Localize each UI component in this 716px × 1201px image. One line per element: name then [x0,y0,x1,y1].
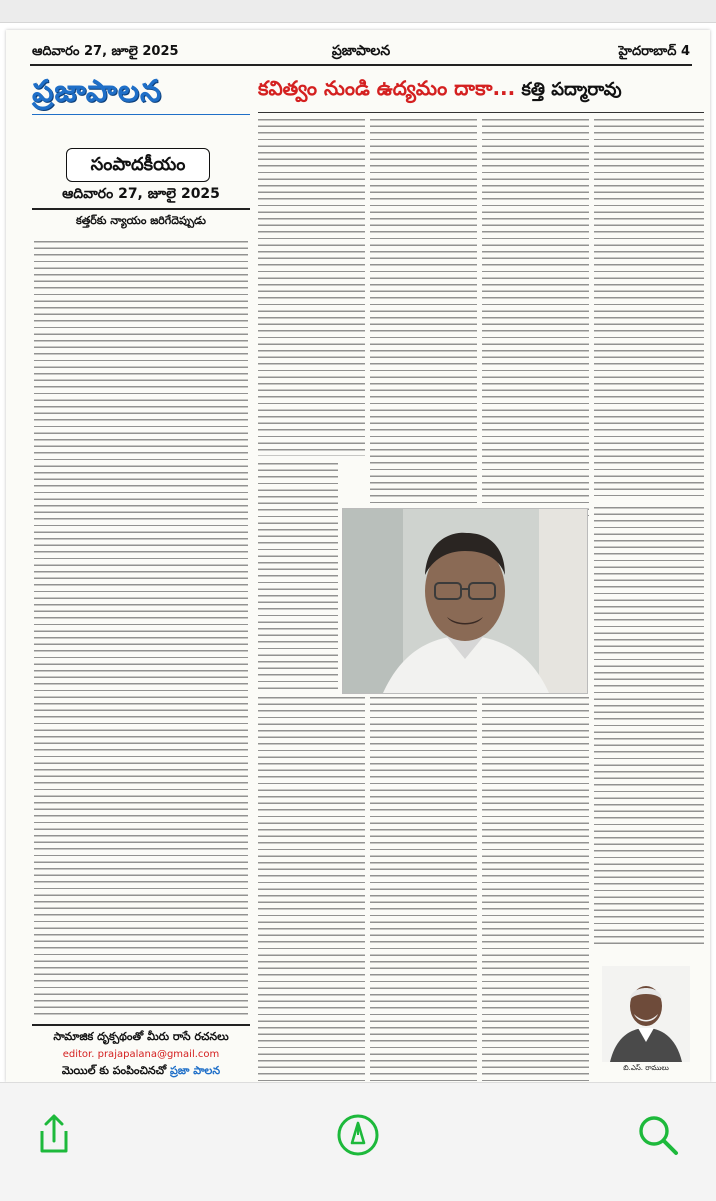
article-column-1-top [258,116,365,456]
search-icon [634,1111,682,1159]
search-button[interactable] [634,1111,682,1159]
submission-email[interactable]: editor. prajapalana@gmail.com [62,1049,220,1060]
viewer-toolbar [0,1082,716,1201]
share-button[interactable] [30,1111,78,1159]
article-column-3-top [482,116,589,516]
search-label [534,1111,535,1112]
header-location-page: హైదరాబాద్ 4 [618,44,690,59]
markup-pen-icon [334,1111,382,1159]
submission-notice [32,1024,250,1084]
header-date: ఆదివారం 27, జూలై 2025 [32,44,179,59]
headline-text: కవిత్వం నుండి ఉద్యమం దాకా... [258,76,516,100]
headline-author: కత్తి పద్మారావు [515,79,622,100]
share-icon [30,1111,78,1159]
editorial-label: సంపాదకీయం [66,148,210,182]
article-column-1-bottom [258,694,365,1082]
article-column-3-bottom [482,694,589,1082]
markup-label [234,1111,235,1112]
editorial-body-text [34,238,248,1020]
headline-rule [258,112,704,113]
page-header [30,42,692,66]
header-paper-name: ప్రజాపాలన [331,43,391,59]
author-photo [342,508,588,694]
editorial-date: ఆదివారం 27, జూలై 2025 [62,186,220,202]
columnist-caption: బి.ఎస్. రాములు [623,1064,669,1072]
submission-line-2 [32,1064,250,1080]
editorial-subheadline: కత్తర్‌కు న్యాయం జరిగేదెప్పుడు [76,214,206,227]
article-column-2-top [370,116,477,516]
article-column-4-bottom [594,504,704,944]
article-headline [258,68,702,108]
submission-line-1: సామాజిక దృక్పథంతో మీరు రాసే రచనలు [53,1030,229,1043]
columnist-photo [602,966,690,1062]
article-column-4 [594,116,704,496]
submission-brand: ప్రజా పాలన [170,1064,221,1077]
previous-page-text [0,6,6,16]
author-photo-illustration [343,509,587,693]
columnist-photo-illustration [602,966,690,1062]
markup-button[interactable] [334,1111,382,1159]
editorial-column [32,208,250,1026]
masthead [32,70,250,144]
article-column-1-mid [258,460,338,690]
submission-line-2-prefix: మెయిల్ కు పంపించినచో [61,1064,171,1077]
article-column-2-bottom [370,694,477,1082]
newspaper-page [6,30,710,1082]
previous-page-strip [0,0,716,23]
masthead-logo: ప్రజాపాలన [32,70,250,115]
